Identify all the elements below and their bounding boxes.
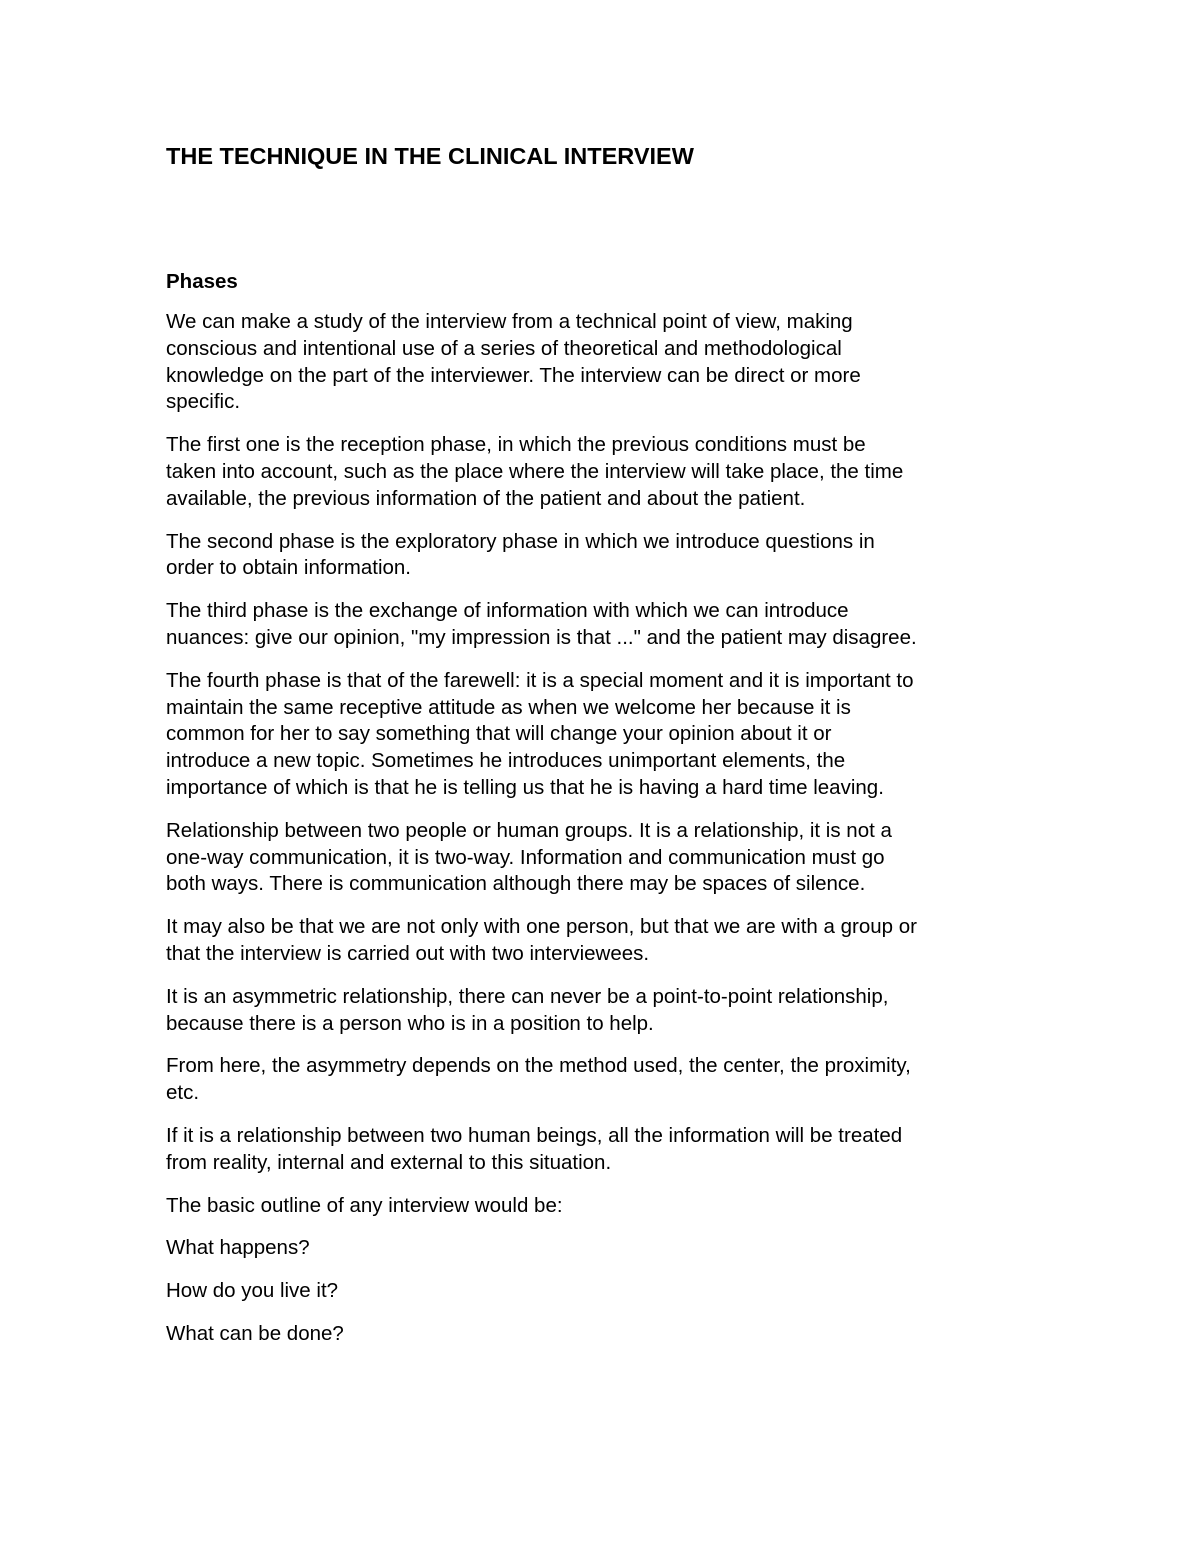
paragraph: The basic outline of any interview would be: <box>166 1193 563 1217</box>
section-heading-phases: Phases <box>166 270 238 293</box>
outline-question: How do you live it? <box>166 1279 339 1303</box>
paragraph: From here, the asymmetry depends on the method used, the center, the proximity, etc. <box>166 1054 911 1105</box>
outline-question: What can be done? <box>166 1321 344 1345</box>
paragraph: The fourth phase is that of the farewell: it is a special moment and it is important to maintain the same receptive attitude as when we welcome her because it is common for her to say something that will change your opinion about it or introduce a new topic. Sometimes he introduces unimportant elements, the importance of which is that he is telling us that he is having a hard time leaving. <box>166 668 914 799</box>
outline-question: What happens? <box>166 1236 310 1260</box>
paragraph: Relationship between two people or human groups. It is a relationship, it is not a one-way communication, it is two-way. Information and communication must go both ways. There is communication although there may be spaces of silence. <box>166 818 892 896</box>
paragraph: If it is a relationship between two human beings, all the information will be treated from reality, internal and external to this situation. <box>166 1123 903 1174</box>
paragraph: The third phase is the exchange of information with which we can introduce nuances: give our opinion, "my impression is that ..." and the patient may disagree. <box>166 599 917 649</box>
document-body <box>166 140 1046 1364</box>
paragraph: It is an asymmetric relationship, there can never be a point-to-point relationship, because there is a person who is in a position to help. <box>166 984 889 1035</box>
document-title: THE TECHNIQUE IN THE CLINICAL INTERVIEW <box>166 143 694 169</box>
paragraph: We can make a study of the interview from a technical point of view, making conscious and intentional use of a series of theoretical and methodological knowledge on the part of the interviewer. The interview can be direct or more specific. <box>166 310 861 414</box>
paragraph-list <box>166 309 1046 1348</box>
paragraph: The first one is the reception phase, in which the previous conditions must be taken into account, such as the place where the interview will take place, the time available, the previous information of the patient and about the patient. <box>166 433 904 510</box>
paragraph: The second phase is the exploratory phase in which we introduce questions in order to obtain information. <box>166 529 875 580</box>
paragraph: It may also be that we are not only with one person, but that we are with a group or that the interview is carried out with two interviewees. <box>166 915 917 965</box>
